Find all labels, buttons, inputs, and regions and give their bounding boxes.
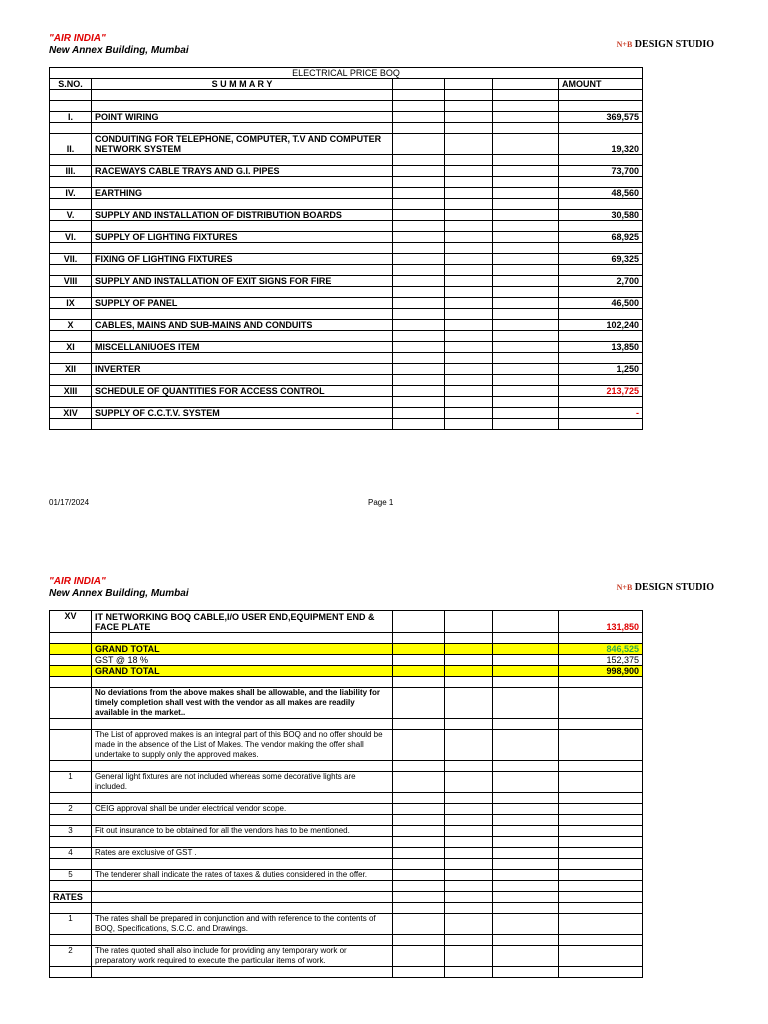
rates-heading: RATES	[50, 892, 92, 903]
boq-item-row	[50, 320, 643, 331]
rate-text: The rates quoted shall also include for providing any temporary work or preparatory work required to execute the particular items of work.	[92, 946, 393, 967]
item-sno: III.	[50, 166, 92, 177]
studio-name: DESIGN STUDIO	[634, 39, 714, 50]
client-name: "AIR INDIA"	[49, 576, 106, 587]
item-amount: 19,320	[559, 134, 643, 155]
grand-total-amount: 846,525	[559, 644, 643, 655]
item-sno: XII	[50, 364, 92, 375]
item-description: SUPPLY OF C.C.T.V. SYSTEM	[92, 408, 393, 419]
grand-total-with-gst-amount: 998,900	[559, 666, 643, 677]
studio-logo	[617, 39, 714, 51]
item-amount: 13,850	[559, 342, 643, 353]
item-description: POINT WIRING	[92, 112, 393, 123]
item-description: MISCELLANIUOES ITEM	[92, 342, 393, 353]
item-sno: VI.	[50, 232, 92, 243]
note-row	[50, 772, 643, 793]
note-text: General light fixtures are not included whereas some decorative lights are included.	[92, 772, 393, 793]
item-amount: 69,325	[559, 254, 643, 265]
note-row	[50, 804, 643, 815]
item-amount: 131,850	[559, 611, 643, 633]
item-sno: XI	[50, 342, 92, 353]
item-description: IT NETWORKING BOQ CABLE,I/O USER END,EQUIPMENT END & FACE PLATE	[92, 611, 393, 633]
note-text: Rates are exclusive of GST .	[92, 848, 393, 859]
header-amount: AMOUNT	[559, 79, 643, 90]
item-sno: XIV	[50, 408, 92, 419]
note-row	[50, 826, 643, 837]
boq-item-row	[50, 210, 643, 221]
rate-number: 2	[50, 946, 92, 967]
note-number: 4	[50, 848, 92, 859]
item-description: SCHEDULE OF QUANTITIES FOR ACCESS CONTROL	[92, 386, 393, 397]
studio-name: DESIGN STUDIO	[634, 582, 714, 593]
approved-makes-note: The List of approved makes is an integral part of this BOQ and no offer should be made in the absence of the List of Makes. The vendor making the offer shall undertake to supply only the approved makes.	[92, 730, 393, 761]
item-amount: 68,925	[559, 232, 643, 243]
client-name: "AIR INDIA"	[49, 33, 106, 44]
item-sno: IX	[50, 298, 92, 309]
gst-label: GST @ 18 %	[92, 655, 393, 666]
boq-item-row	[50, 112, 643, 123]
boq-item-row	[50, 232, 643, 243]
note-text: Fit out insurance to be obtained for all the vendors has to be mentioned.	[92, 826, 393, 837]
summary-notes-table	[49, 610, 643, 978]
item-description: SUPPLY AND INSTALLATION OF EXIT SIGNS FOR FIRE	[92, 276, 393, 287]
note-row	[50, 848, 643, 859]
note-number: 3	[50, 826, 92, 837]
footer-page: Page 1	[368, 498, 394, 507]
item-amount: 213,725	[559, 386, 643, 397]
boq-item-row	[50, 134, 643, 155]
item-sno: IV.	[50, 188, 92, 199]
gst-row	[50, 655, 643, 666]
boq-item-row	[50, 276, 643, 287]
item-sno: VIII	[50, 276, 92, 287]
rate-text: The rates shall be prepared in conjunction and with reference to the contents of BOQ, Specifications, S.C.C. and Drawings.	[92, 914, 393, 935]
header-sno: S.NO.	[50, 79, 92, 90]
item-sno: XV	[50, 611, 92, 633]
item-description: CONDUITING FOR TELEPHONE, COMPUTER, T.V AND COMPUTER NETWORK SYSTEM	[92, 134, 393, 155]
boq-item-row	[50, 386, 643, 397]
grand-total-label: GRAND TOTAL	[92, 666, 393, 677]
item-amount: 2,700	[559, 276, 643, 287]
deviation-note: No deviations from the above makes shall be allowable, and the liability for timely completion shall vest with the vendor as all makes are readily available in the market..	[92, 688, 393, 719]
price-boq-table	[49, 67, 643, 430]
item-amount: 369,575	[559, 112, 643, 123]
item-amount: 102,240	[559, 320, 643, 331]
boq-item-row	[50, 408, 643, 419]
boq-item-row	[50, 342, 643, 353]
boq-item-row	[50, 298, 643, 309]
item-amount: 48,560	[559, 188, 643, 199]
boq-item-row	[50, 188, 643, 199]
site-name: New Annex Building, Mumbai	[49, 45, 189, 56]
item-description: SUPPLY OF LIGHTING FIXTURES	[92, 232, 393, 243]
note-text: CEIG approval shall be under electrical vendor scope.	[92, 804, 393, 815]
boq-item-row	[50, 254, 643, 265]
site-name: New Annex Building, Mumbai	[49, 588, 189, 599]
note-row	[50, 870, 643, 881]
studio-logo	[617, 582, 714, 594]
item-sno: VII.	[50, 254, 92, 265]
boq-item-row	[50, 364, 643, 375]
header-summary: S U M M A R Y	[92, 79, 393, 90]
note-text: The tenderer shall indicate the rates of taxes & duties considered in the offer.	[92, 870, 393, 881]
gst-amount: 152,375	[559, 655, 643, 666]
item-amount: 1,250	[559, 364, 643, 375]
item-sno: I.	[50, 112, 92, 123]
note-number: 2	[50, 804, 92, 815]
studio-mark: N+B	[616, 40, 633, 49]
note-number: 1	[50, 772, 92, 793]
grand-total-with-gst-row	[50, 666, 643, 677]
item-description: EARTHING	[92, 188, 393, 199]
table-title: ELECTRICAL PRICE BOQ	[50, 68, 643, 79]
item-amount: 30,580	[559, 210, 643, 221]
item-amount: 73,700	[559, 166, 643, 177]
item-description: FIXING OF LIGHTING FIXTURES	[92, 254, 393, 265]
grand-total-row	[50, 644, 643, 655]
item-amount: -	[559, 408, 643, 419]
rate-number: 1	[50, 914, 92, 935]
item-sno: V.	[50, 210, 92, 221]
note-number: 5	[50, 870, 92, 881]
item-description: SUPPLY OF PANEL	[92, 298, 393, 309]
footer-date: 01/17/2024	[49, 498, 90, 507]
studio-mark: N+B	[616, 583, 633, 592]
item-description: INVERTER	[92, 364, 393, 375]
item-sno: X	[50, 320, 92, 331]
item-description: SUPPLY AND INSTALLATION OF DISTRIBUTION BOARDS	[92, 210, 393, 221]
item-sno: XIII	[50, 386, 92, 397]
boq-item-row	[50, 166, 643, 177]
item-sno: II.	[50, 134, 92, 155]
rate-row	[50, 914, 643, 935]
item-description: RACEWAYS CABLE TRAYS AND G.I. PIPES	[92, 166, 393, 177]
grand-total-label: GRAND TOTAL	[92, 644, 393, 655]
item-description: CABLES, MAINS AND SUB-MAINS AND CONDUITS	[92, 320, 393, 331]
rate-row	[50, 946, 643, 967]
item-amount: 46,500	[559, 298, 643, 309]
